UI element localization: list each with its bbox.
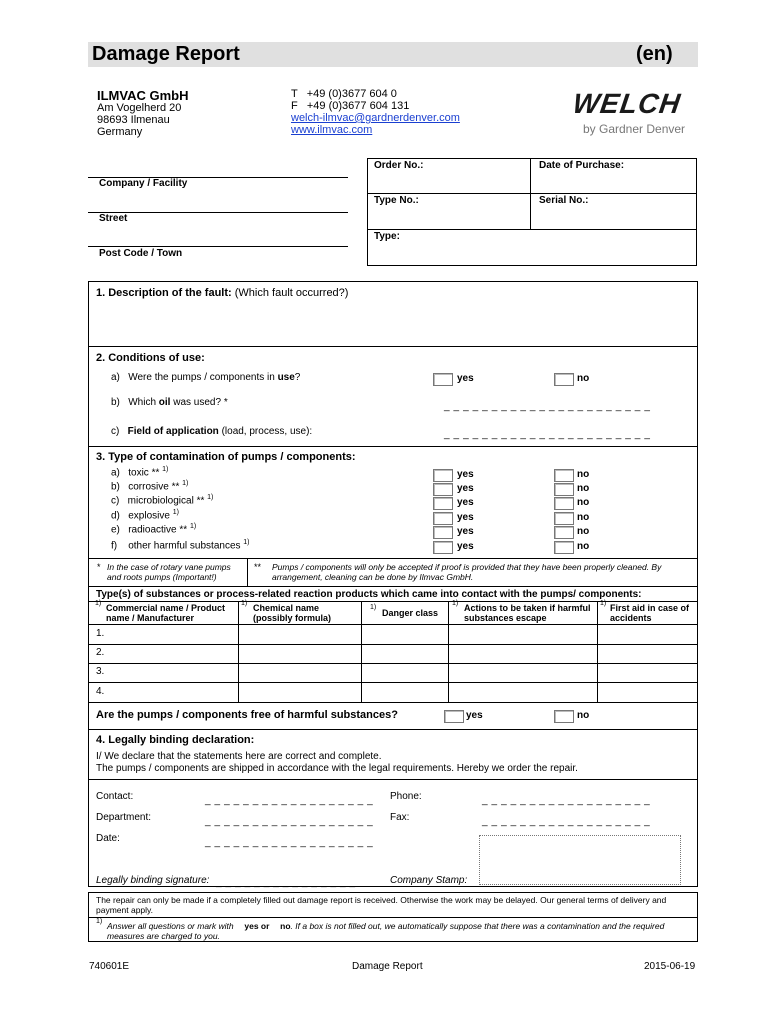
section3-title: 3. Type of contamination of pumps / components: [96, 451, 356, 463]
footnote-ref: 1) [370, 604, 377, 611]
other-no-checkbox[interactable] [554, 541, 574, 554]
answer-note: Answer all questions or mark with yes or no. If a box is not filled out, we automatically suppose that there was a contamination and the required measures are charged to you. [107, 921, 665, 941]
no-label: no [577, 710, 590, 721]
oil-blank[interactable]: _ _ _ _ _ _ _ _ _ _ _ _ _ _ _ _ _ _ _ _ _ _ [444, 401, 651, 412]
column-header-chemical-name: Chemical name (possibly formula) [253, 603, 332, 623]
yes-label: yes [457, 512, 474, 523]
star-mark: * [97, 562, 101, 572]
table-row[interactable]: 2. [96, 647, 105, 658]
contamination-radioactive: e) radioactive ** $^{1)}$ [111, 523, 197, 536]
no-label: no [577, 541, 590, 552]
divider [448, 601, 449, 702]
field-of-application-blank[interactable]: _ _ _ _ _ _ _ _ _ _ _ _ _ _ _ _ _ _ _ _ _ _ [444, 429, 651, 440]
radioactive-no-checkbox[interactable] [554, 526, 574, 539]
question-b: b) Which oil was used? * [111, 397, 228, 408]
toxic-no-checkbox[interactable] [554, 469, 574, 482]
divider [88, 729, 698, 730]
use-no-checkbox[interactable] [554, 373, 574, 386]
logo-subtitle: by Gardner Denver [583, 122, 686, 136]
document-date: 2015-06-19 [644, 961, 696, 972]
serial-no-label[interactable]: Serial No.: [539, 195, 589, 206]
signature-label: Legally binding signature: [96, 875, 210, 886]
free-question: Are the pumps / components free of harmful substances? [96, 709, 398, 721]
yes-label: yes [457, 497, 474, 508]
divider [88, 644, 698, 645]
date-blank[interactable]: _ _ _ _ _ _ _ _ _ _ _ _ _ _ _ _ _ _ [205, 837, 374, 848]
radioactive-yes-checkbox[interactable] [433, 526, 453, 539]
corrosive-yes-checkbox[interactable] [433, 483, 453, 496]
yes-label: yes [457, 541, 474, 552]
table-row[interactable]: 3. [96, 666, 105, 677]
page-title: Damage Report [92, 43, 240, 65]
section1-title [96, 287, 348, 299]
contact-label: Contact: [96, 791, 134, 802]
question-c: c) Field of application (load, process, use): [111, 426, 313, 437]
divider [88, 346, 698, 347]
yes-label: yes [457, 373, 474, 384]
company-country: Germany [97, 126, 143, 138]
yes-label: yes [457, 483, 474, 494]
contamination-other: f) other harmful substances $^{1)}$ [111, 539, 250, 552]
divider [530, 158, 531, 230]
language-code: (en) [636, 43, 673, 65]
company-email-link[interactable]: welch-ilmvac@gardnerdenver.com [291, 112, 460, 124]
no-label: no [577, 497, 590, 508]
contamination-toxic: a) toxic ** $^{1)}$ [111, 466, 169, 479]
divider [88, 446, 698, 447]
department-blank[interactable]: _ _ _ _ _ _ _ _ _ _ _ _ _ _ _ _ _ _ [205, 816, 374, 827]
divider [238, 601, 239, 702]
divider [88, 586, 698, 587]
no-label: no [577, 469, 590, 480]
other-yes-checkbox[interactable] [433, 541, 453, 554]
yes-label: yes [457, 469, 474, 480]
star-footnote: In the case of rotary vane pumps and roots pumps (Important!) [107, 562, 231, 582]
company-city: 98693 Ilmenau [97, 114, 170, 126]
use-yes-checkbox[interactable] [433, 373, 453, 386]
company-name: ILMVAC GmbH [97, 88, 189, 103]
divider [247, 558, 248, 586]
type-no-label[interactable]: Type No.: [374, 195, 419, 206]
free-no-checkbox[interactable] [554, 710, 574, 723]
divider [88, 682, 698, 683]
fax-blank[interactable]: _ _ _ _ _ _ _ _ _ _ _ _ _ _ _ _ _ _ [482, 816, 651, 827]
column-header-danger-class: Danger class [382, 608, 439, 618]
contamination-microbiological: c) microbiological ** $^{1)}$ [111, 494, 214, 507]
company-facility-label: Company / Facility [99, 178, 188, 189]
no-label: no [577, 526, 590, 537]
company-stamp-label: Company Stamp: [390, 875, 468, 886]
table-row[interactable]: 4. [96, 686, 105, 697]
free-yes-checkbox[interactable] [444, 710, 464, 723]
company-phone: T +49 (0)3677 604 0 [291, 88, 397, 100]
yes-label: yes [466, 710, 483, 721]
company-street: Am Vogelherd 20 [97, 102, 182, 114]
yes-label: yes [457, 526, 474, 537]
company-website-link[interactable]: www.ilmvac.com [291, 124, 373, 136]
footer-title: Damage Report [352, 961, 423, 972]
post-code-town-label: Post Code / Town [99, 248, 183, 259]
divider [88, 246, 348, 247]
contact-blank[interactable]: _ _ _ _ _ _ _ _ _ _ _ _ _ _ _ _ _ _ [205, 795, 374, 806]
divider [367, 193, 697, 194]
declaration-line2: The pumps / components are shipped in accordance with the legal requirements. Hereby we order the repair. [96, 763, 578, 774]
column-header-actions: Actions to be taken if harmful substances escape [464, 603, 591, 623]
divider [88, 601, 698, 602]
no-label: no [577, 373, 590, 384]
divider [88, 702, 698, 703]
section2-title: 2. Conditions of use: [96, 352, 205, 364]
signature-blank[interactable]: _ _ _ _ _ _ _ _ _ _ _ _ _ _ _ [216, 877, 356, 888]
department-label: Department: [96, 812, 152, 823]
column-header-first-aid: First aid in case of accidents [610, 603, 690, 623]
section1-subtitle: (Which fault occurred?) [234, 287, 349, 299]
footnote-ref: 1) [600, 600, 607, 607]
order-no-label[interactable]: Order No.: [374, 160, 424, 171]
no-label: no [577, 483, 590, 494]
question-a: a) Were the pumps / components in use? [111, 372, 301, 383]
table-row[interactable]: 1. [96, 628, 105, 639]
welch-logo: WELCH [570, 88, 683, 119]
footnote-ref: 1) [241, 600, 248, 607]
section4-title: 4. Legally binding declaration: [96, 734, 255, 746]
phone-blank[interactable]: _ _ _ _ _ _ _ _ _ _ _ _ _ _ _ _ _ _ [482, 795, 651, 806]
explosive-no-checkbox[interactable] [554, 512, 574, 525]
explosive-yes-checkbox[interactable] [433, 512, 453, 525]
footnote-ref: 1) [95, 600, 102, 607]
contamination-explosive: d) explosive $^{1)}$ [111, 509, 179, 522]
fax-label: Fax: [390, 812, 410, 823]
double-star-mark: ** [254, 562, 262, 572]
microbiological-yes-checkbox[interactable] [433, 497, 453, 510]
repair-note: The repair can only be made if a completely filled out damage report is received. Otherwise the work may be delayed. Our general terms of delivery and payment apply. [96, 895, 667, 915]
divider [88, 663, 698, 664]
order-box [367, 158, 697, 266]
contamination-corrosive: b) corrosive ** $^{1)}$ [111, 480, 189, 493]
divider [367, 229, 697, 230]
divider [88, 624, 698, 625]
date-label: Date: [96, 833, 120, 844]
corrosive-no-checkbox[interactable] [554, 483, 574, 496]
toxic-yes-checkbox[interactable] [433, 469, 453, 482]
document-code: 740601E [89, 961, 130, 972]
microbiological-no-checkbox[interactable] [554, 497, 574, 510]
footnote-ref: 1) [452, 600, 459, 607]
divider [597, 601, 598, 702]
street-label: Street [99, 213, 128, 224]
phone-label: Phone: [390, 791, 422, 802]
divider [88, 779, 698, 780]
footnote-ref: 1) [96, 918, 103, 925]
substances-title: Type(s) of substances or process-related reaction products which came into contact with the pumps/ components: [96, 589, 642, 600]
section1-heading: 1. Description of the fault: [96, 287, 232, 299]
divider [88, 917, 698, 918]
divider [88, 558, 698, 559]
date-of-purchase-label[interactable]: Date of Purchase: [539, 160, 625, 171]
company-stamp-box[interactable] [479, 835, 681, 885]
company-fax: F +49 (0)3677 604 131 [291, 100, 410, 112]
type-label[interactable]: Type: [374, 231, 400, 242]
divider [361, 601, 362, 702]
declaration-line1: I/ We declare that the statements here are correct and complete. [96, 751, 382, 762]
no-label: no [577, 512, 590, 523]
double-star-footnote: Pumps / components will only be accepted if proof is provided that they have been properly cleaned. By arrangement, cleaning can be done by Ilmvac GmbH. [272, 562, 662, 582]
column-header-commercial-name: Commercial name / Product name / Manufacturer [106, 603, 226, 623]
